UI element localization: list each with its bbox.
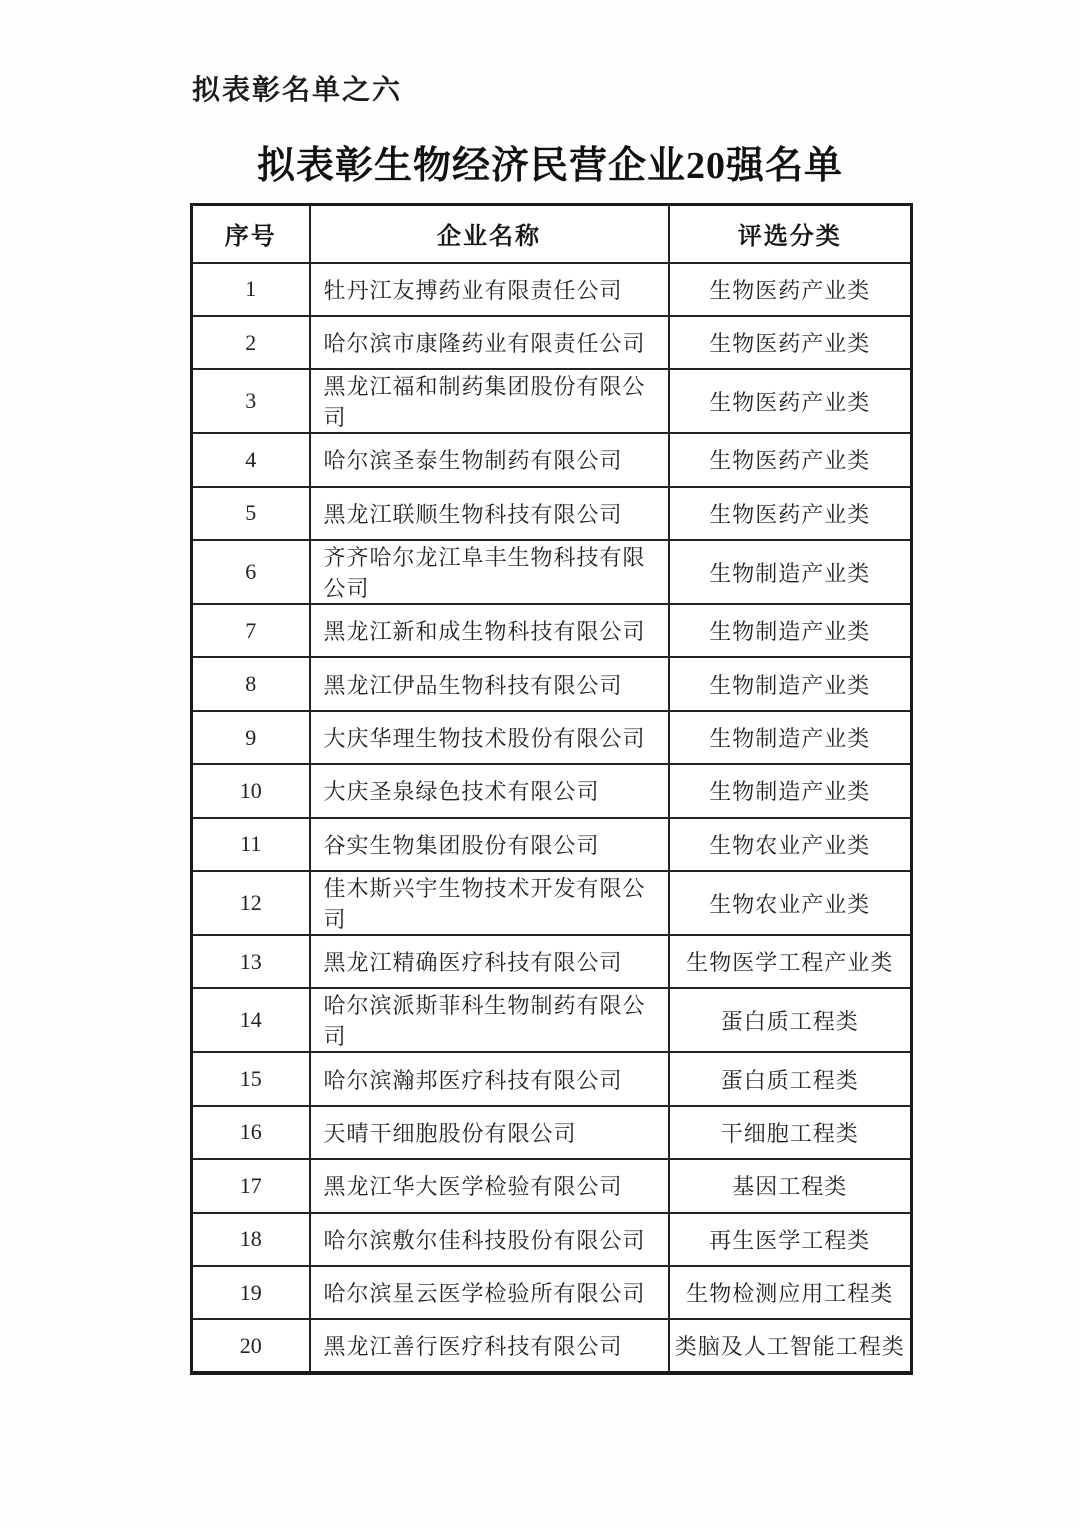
cell-company: 黑龙江善行医疗科技有限公司 [310,1319,669,1372]
cell-company: 哈尔滨星云医学检验所有限公司 [310,1266,669,1319]
table-row [192,263,912,316]
cell-company: 天晴干细胞股份有限公司 [310,1106,669,1159]
cell-category: 生物制造产业类 [669,657,912,710]
table-row [192,764,912,817]
cell-category: 生物制造产业类 [669,764,912,817]
table-row [192,1213,912,1266]
enterprise-table [190,203,913,1375]
table-row [192,988,912,1052]
cell-company: 哈尔滨瀚邦医疗科技有限公司 [310,1052,669,1105]
table-head [192,205,912,263]
cell-serial: 3 [192,369,310,433]
cell-category: 蛋白质工程类 [669,1052,912,1105]
cell-category: 生物医学工程产业类 [669,935,912,988]
cell-company: 牡丹江友搏药业有限责任公司 [310,263,669,316]
cell-serial: 12 [192,871,310,935]
cell-serial: 8 [192,657,310,710]
cell-serial: 7 [192,604,310,657]
cell-serial: 11 [192,818,310,871]
cell-category: 生物医药产业类 [669,263,912,316]
table-row [192,711,912,764]
table-row [192,1106,912,1159]
corner-label: 拟表彰名单之六 [192,74,403,105]
cell-company: 佳木斯兴宇生物技术开发有限公司 [310,871,669,935]
cell-company: 哈尔滨圣泰生物制药有限公司 [310,433,669,486]
cell-serial: 16 [192,1106,310,1159]
cell-serial: 19 [192,1266,310,1319]
table-row [192,935,912,988]
cell-category: 生物检测应用工程类 [669,1266,912,1319]
table-row [192,657,912,710]
cell-serial: 20 [192,1319,310,1372]
cell-category: 蛋白质工程类 [669,988,912,1052]
cell-company: 黑龙江联顺生物科技有限公司 [310,487,669,540]
header-category: 评选分类 [669,205,912,263]
cell-company: 哈尔滨派斯菲科生物制药有限公司 [310,988,669,1052]
cell-company: 大庆圣泉绿色技术有限公司 [310,764,669,817]
cell-serial: 9 [192,711,310,764]
cell-company: 哈尔滨市康隆药业有限责任公司 [310,316,669,369]
cell-serial: 17 [192,1159,310,1212]
cell-serial: 10 [192,764,310,817]
cell-category: 生物医药产业类 [669,369,912,433]
cell-company: 大庆华理生物技术股份有限公司 [310,711,669,764]
cell-serial: 15 [192,1052,310,1105]
cell-category: 生物医药产业类 [669,433,912,486]
table-row [192,871,912,935]
cell-category: 生物医药产业类 [669,487,912,540]
table-row [192,1052,912,1105]
table-body [192,263,912,1373]
cell-serial: 18 [192,1213,310,1266]
table-row [192,487,912,540]
cell-company: 齐齐哈尔龙江阜丰生物科技有限公司 [310,540,669,604]
cell-company: 黑龙江伊品生物科技有限公司 [310,657,669,710]
table-row [192,316,912,369]
cell-category: 生物医药产业类 [669,316,912,369]
cell-company: 哈尔滨敷尔佳科技股份有限公司 [310,1213,669,1266]
table-row [192,540,912,604]
table-row [192,818,912,871]
table-row [192,1319,912,1372]
table-row [192,1159,912,1212]
cell-serial: 5 [192,487,310,540]
cell-category: 生物制造产业类 [669,540,912,604]
cell-category: 生物农业产业类 [669,818,912,871]
cell-serial: 14 [192,988,310,1052]
cell-company: 黑龙江福和制药集团股份有限公司 [310,369,669,433]
cell-serial: 4 [192,433,310,486]
header-serial: 序号 [192,205,310,263]
cell-company: 谷实生物集团股份有限公司 [310,818,669,871]
table-row [192,604,912,657]
cell-category: 生物农业产业类 [669,871,912,935]
cell-category: 再生医学工程类 [669,1213,912,1266]
cell-company: 黑龙江华大医学检验有限公司 [310,1159,669,1212]
table-header-row [192,205,912,263]
cell-company: 黑龙江新和成生物科技有限公司 [310,604,669,657]
table-row [192,433,912,486]
cell-serial: 2 [192,316,310,369]
cell-serial: 13 [192,935,310,988]
page-title: 拟表彰生物经济民营企业20强名单 [256,145,843,187]
table-row [192,369,912,433]
header-company: 企业名称 [310,205,669,263]
cell-serial: 6 [192,540,310,604]
cell-category: 基因工程类 [669,1159,912,1212]
cell-serial: 1 [192,263,310,316]
cell-category: 生物制造产业类 [669,604,912,657]
cell-category: 类脑及人工智能工程类 [669,1319,912,1372]
cell-company: 黑龙江精确医疗科技有限公司 [310,935,669,988]
table-row [192,1266,912,1319]
cell-category: 干细胞工程类 [669,1106,912,1159]
cell-category: 生物制造产业类 [669,711,912,764]
